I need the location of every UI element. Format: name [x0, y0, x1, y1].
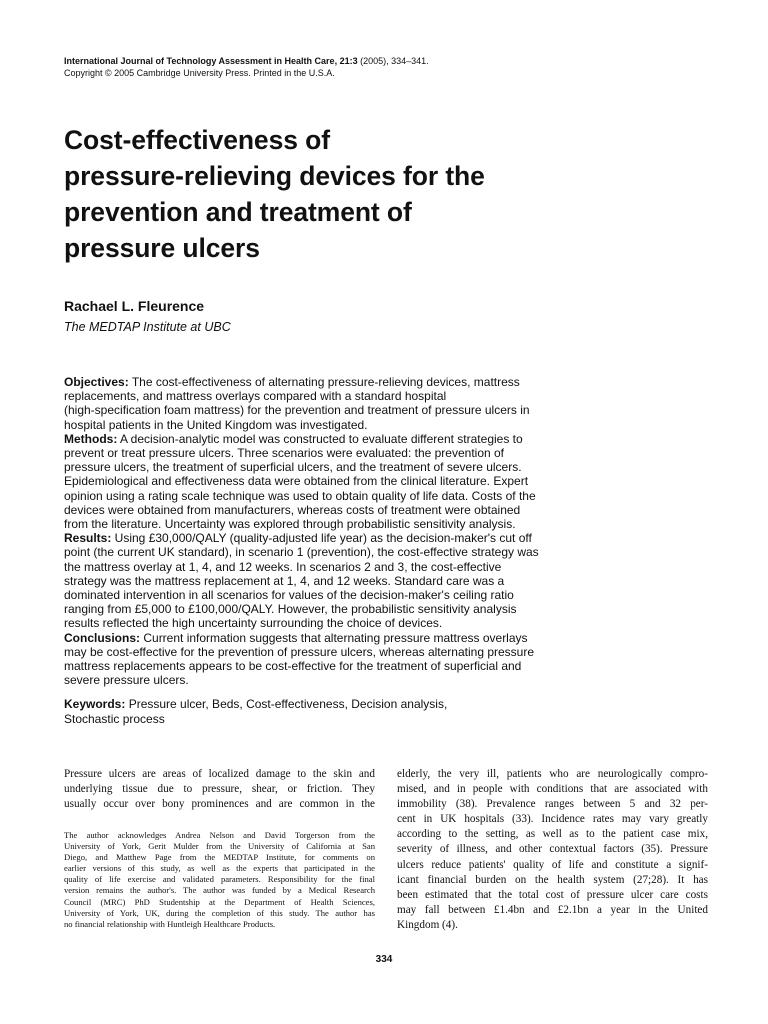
keywords [64, 697, 584, 727]
body-line: elderly, the very ill, patients who are neurologically compro- [397, 768, 708, 780]
abstract-line: prevent or treat pressure ulcers. Three scenarios were evaluated: the prevention of [64, 446, 505, 461]
copyright-line: Copyright © 2005 Cambridge University Press. Printed in the U.S.A. [64, 68, 335, 78]
abstract-line: pressure ulcers, the treatment of superficial ulcers, and the treatment of severe ulcers. [64, 460, 522, 475]
keywords-label: Keywords: [64, 697, 126, 711]
page-number: 334 [375, 954, 393, 965]
methods-label: Methods: [64, 431, 118, 446]
body-line: cent in UK hospitals (33). Incidence rates may vary greatly [397, 813, 708, 826]
abstract-line: Objectives: The cost-effectiveness of alternating pressure-relieving devices, mattress [64, 375, 520, 389]
acknowledgement-footnote [64, 830, 375, 930]
body-line: according to the setting, as well as to the patient case mix, [397, 828, 708, 841]
journal-year-pages: (2005), 334–341. [357, 56, 429, 66]
abstract-line: dominated intervention in all scenarios for values of the decision-maker's ceiling ratio [64, 588, 514, 603]
body-line: severity of illness, and other contextual factors (35). Pressure [397, 843, 708, 856]
body-line: icant financial burden on the health system (27;28). It has [397, 873, 708, 886]
footnote-line: The author acknowledges Andrea Nelson and David Torgerson from the [64, 830, 375, 840]
abstract-line: mattress replacements appears to be cost-effective for the treatment of superficial and [64, 659, 522, 674]
footnote-line: University of York, Gerit Mulder from the University of California at San [64, 841, 375, 852]
title-line: Cost-effectiveness of [64, 125, 330, 155]
body-column-left [64, 767, 375, 812]
abstract-line: Epidemiological and effectiveness data were obtained from the clinical literature. Expert [64, 474, 529, 489]
keywords-line: Stochastic process [64, 712, 165, 726]
title-line: pressure-relieving devices for the [64, 161, 485, 191]
abstract-line: may be cost-effective for the prevention of pressure ulcers, whereas alternating pressure [64, 644, 535, 659]
title-line: prevention and treatment of [64, 197, 412, 227]
abstract-line: devices were obtained from manufacturers, whereas costs of treatment were obtained [64, 502, 521, 517]
body-line: ulcers reduce patients' quality of life and constitute a signif- [397, 858, 708, 871]
title-line: pressure ulcers [64, 233, 260, 263]
abstract-line: strategy was the mattress replacement at 1, 4, and 12 weeks. Standard care was a [64, 573, 505, 588]
article-title [64, 122, 684, 266]
footnote-line: Diego, and Matthew Page from the MEDTAP Institute, for comments on [64, 852, 375, 863]
objectives-label: Objectives: [64, 375, 129, 389]
abstract-line: (high-specification foam mattress) for the prevention and treatment of pressure ulcers in [64, 403, 530, 418]
keywords-line: Keywords: Pressure ulcer, Beds, Cost-effectiveness, Decision analysis, [64, 697, 448, 711]
body-line: Pressure ulcers are areas of localized damage to the skin and [64, 768, 375, 780]
journal-citation [64, 55, 704, 67]
results-label: Results: [64, 531, 112, 546]
abstract-line: results reflected the high uncertainty surrounding the choice of devices. [64, 616, 443, 631]
body-line: immobility (38). Prevalence ranges between 5 and 32 per- [397, 798, 708, 811]
body-column-right [397, 767, 708, 933]
footnote-line: University of York, UK, during the completion of this study. The author has [64, 907, 375, 918]
body-line: Kingdom (4). [397, 918, 458, 931]
journal-volume: , 21:3 [334, 56, 358, 66]
body-line: mised, and in people with conditions that are associated with [397, 783, 708, 796]
abstract-line: point (the current UK standard), in scenario 1 (prevention), the cost-effective strategy was [64, 545, 539, 560]
body-line: may fall between £1.4bn and £2.1bn a year in the United [397, 903, 708, 916]
abstract [64, 375, 584, 687]
footnote-line: no financial relationship with Huntleigh Healthcare Products. [64, 918, 276, 929]
body-line: been estimated that the total cost of pressure ulcer care costs [397, 888, 708, 901]
footnote-line: quality of life exercise and validated parameters. Responsibility for the final [64, 874, 375, 885]
footnote-line: version remains the author's. The author was funded by a Medical Research [64, 885, 375, 896]
abstract-line: Results: Using £30,000/QALY (quality-adjusted life year) as the decision-maker's cut off [64, 531, 532, 546]
abstract-line: ranging from £5,000 to £100,000/QALY. However, the probabilistic sensitivity analysis [64, 602, 517, 617]
abstract-line: severe pressure ulcers. [64, 673, 189, 688]
body-line: underlying tissue due to pressure, shear, or friction. They [64, 783, 375, 796]
abstract-line: the mattress overlay at 1, 4, and 12 weeks. In scenarios 2 and 3, the cost-effective [64, 559, 502, 574]
abstract-line: replacements, and mattress overlays compared with a standard hospital [64, 389, 447, 404]
journal-header [64, 55, 704, 79]
abstract-line: hospital patients in the United Kingdom was investigated. [64, 417, 368, 432]
author-affiliation: The MEDTAP Institute at UBC [64, 320, 231, 334]
abstract-line: opinion using a rating scale technique was used to obtain quality of life data. Costs of the [64, 488, 536, 503]
footnote-line: Council (MRC) PhD Studentship at the Department of Health Sciences, [64, 896, 375, 907]
abstract-line: from the literature. Uncertainty was explored through probabilistic sensitivity analysis. [64, 517, 516, 532]
abstract-line: Conclusions: Current information suggests that alternating pressure mattress overlays [64, 630, 528, 645]
footnote-line: earlier versions of this study, as well as the experts that participated in the [64, 863, 375, 874]
abstract-line: Methods: A decision-analytic model was constructed to evaluate different strategies to [64, 431, 523, 446]
author-name: Rachael L. Fleurence [64, 298, 205, 314]
conclusions-label: Conclusions: [64, 630, 141, 645]
body-line: usually occur over bony prominences and are common in the [64, 798, 375, 811]
journal-name: International Journal of Technology Assessment in Health Care [64, 56, 335, 66]
